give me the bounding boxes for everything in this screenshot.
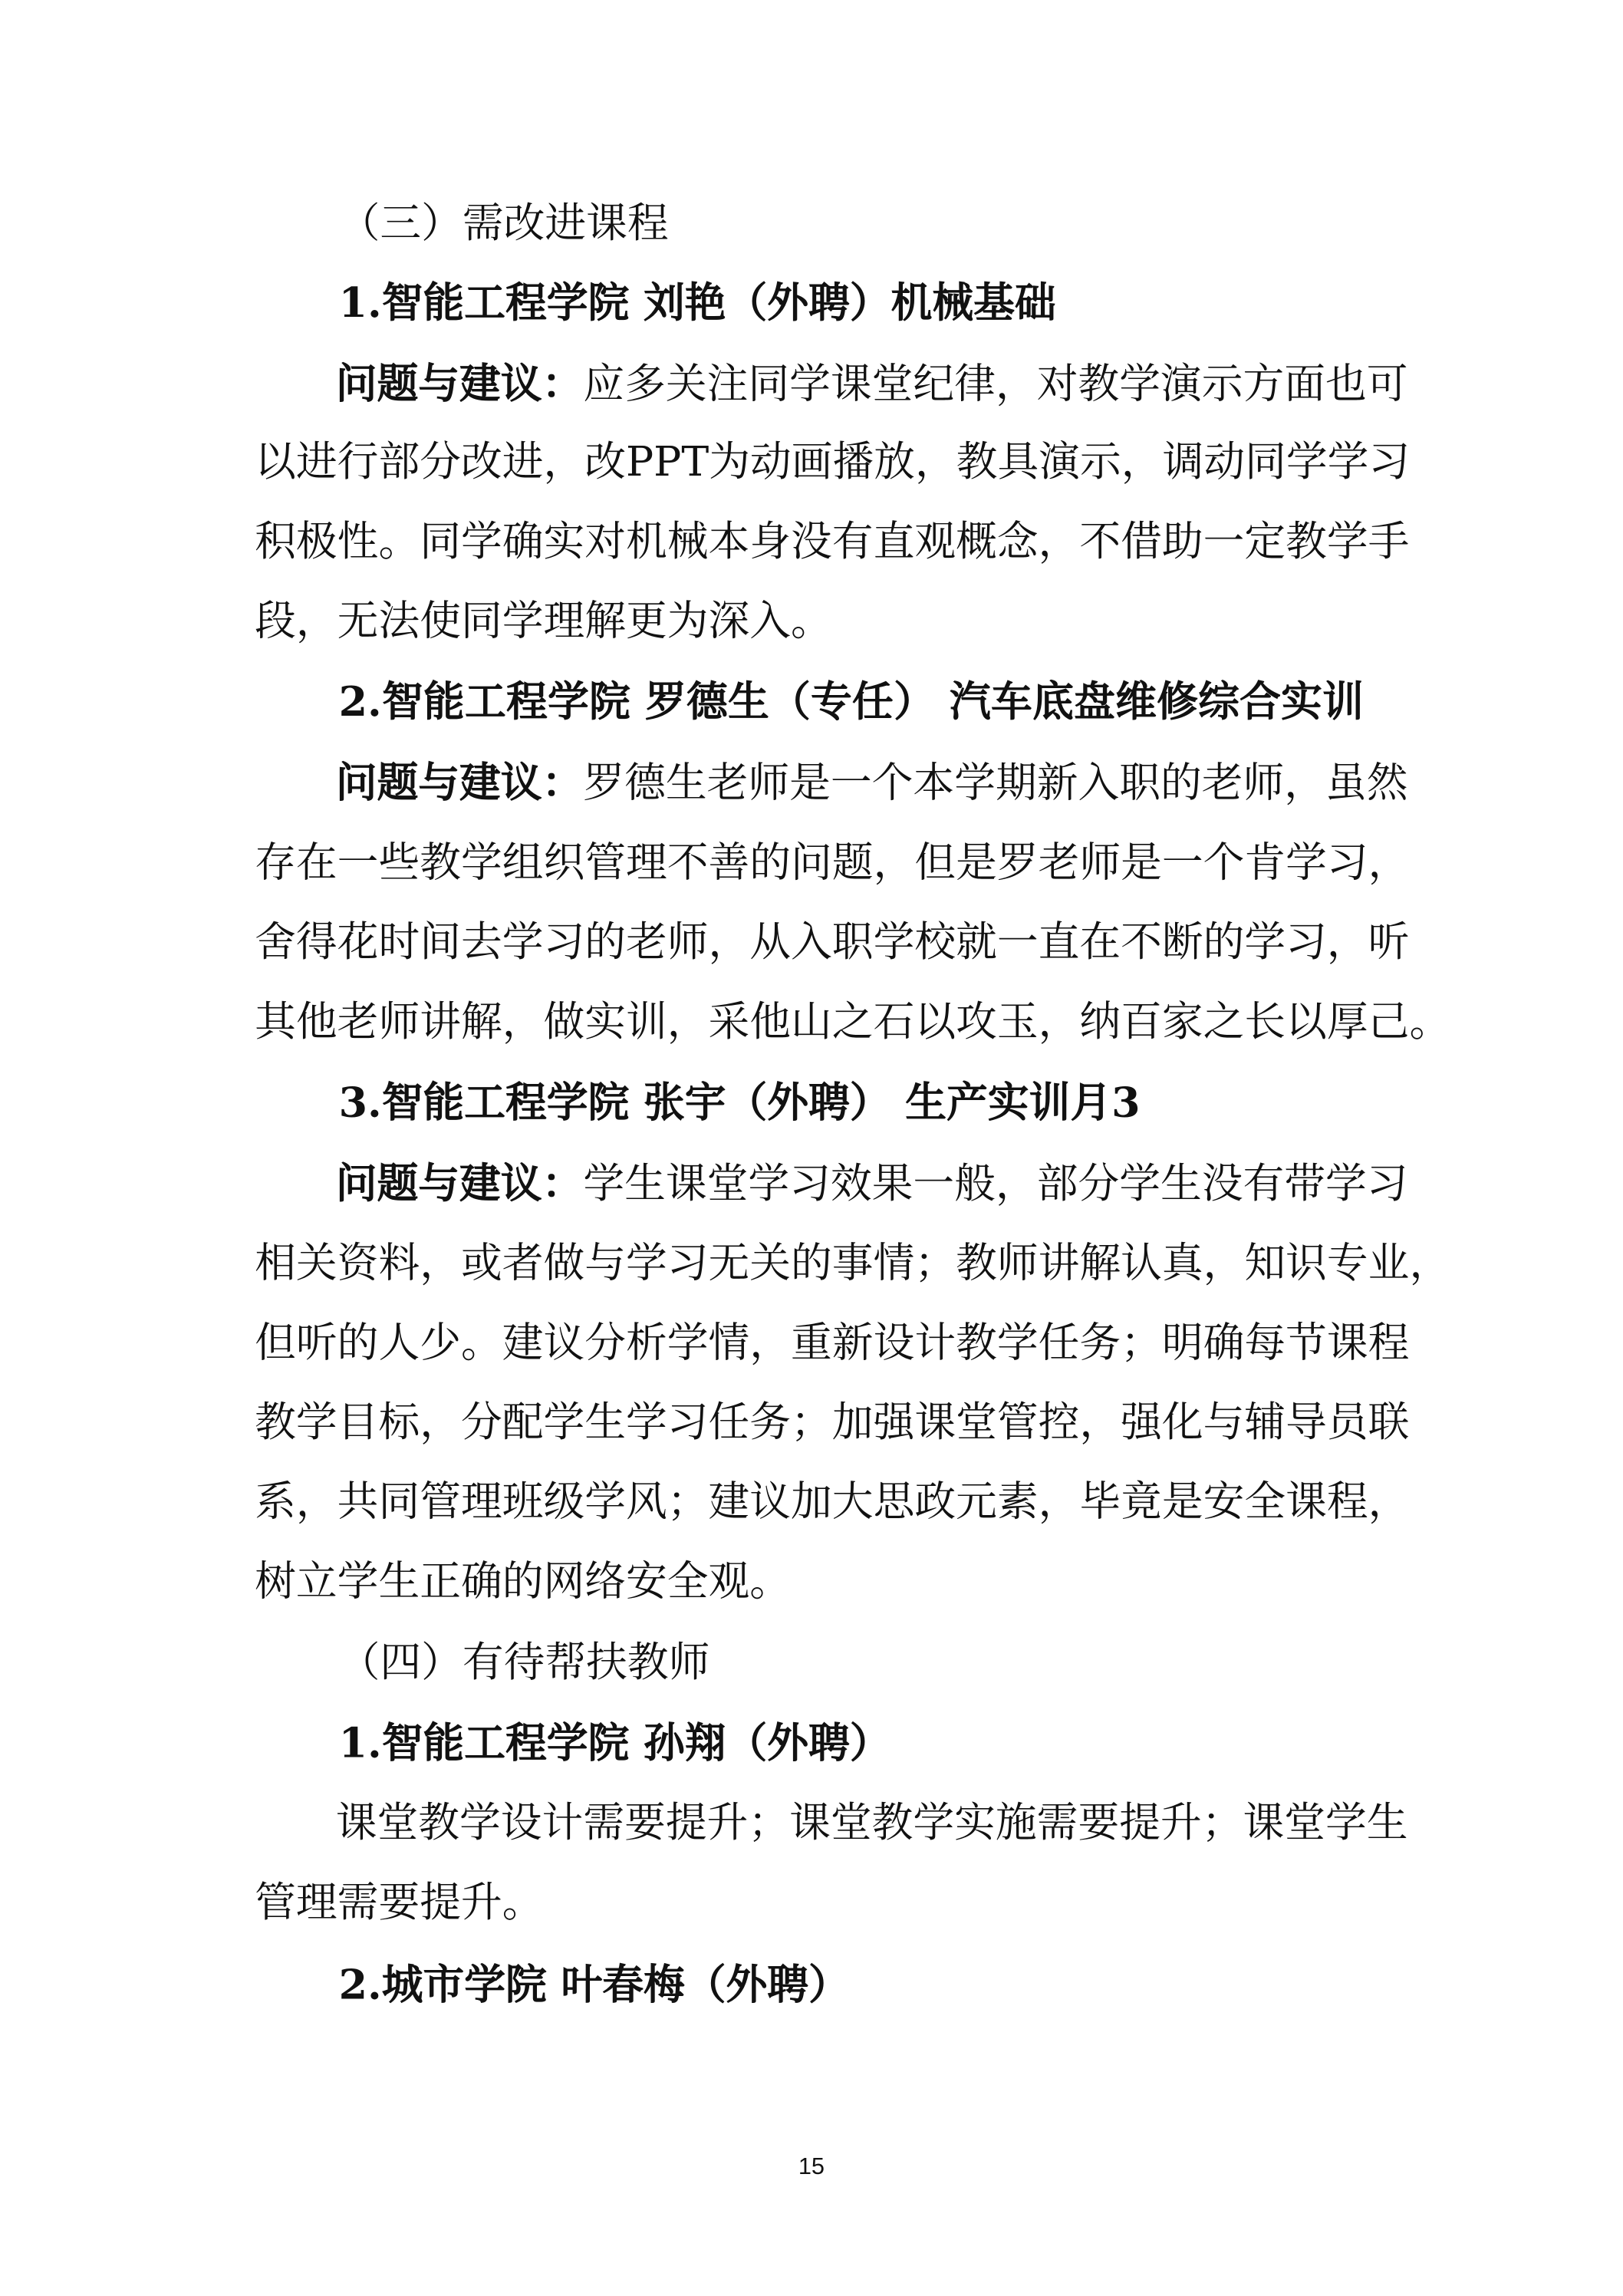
course-1-paragraph-line-4: 段，无法使同学理解更为深入。 xyxy=(255,596,832,645)
course-1-paragraph-line-3: 积极性。同学确实对机械本身没有直观概念，不借助一定教学手 xyxy=(255,516,1410,566)
course-1-paragraph-line-1: 问题与建议：应多关注同学课堂纪律，对教学演示方面也可 xyxy=(335,359,1408,408)
course-3-paragraph-line-3: 但听的人少。建议分析学情，重新设计教学任务；明确每节课程 xyxy=(255,1318,1410,1367)
course-1-paragraph-line-2: 以进行部分改进，改PPT为动画播放，教具演示，调动同学学习 xyxy=(255,437,1411,486)
course-title-1: 1.智能工程学院 刘艳（外聘）机械基础 xyxy=(338,278,1056,328)
page-number: 15 xyxy=(798,2154,825,2180)
teacher-title-2: 2.城市学院 叶春梅（外聘） xyxy=(338,1960,850,2009)
course-3-paragraph-line-4: 教学目标，分配学生学习任务；加强课堂管控，强化与辅导员联 xyxy=(255,1398,1410,1447)
section-heading-courses-to-improve: （三）需改进课程 xyxy=(338,199,669,248)
issue-suggestion-label: 问题与建议： xyxy=(335,359,584,408)
course-3-paragraph-line-1: 问题与建议：学生课堂学习效果一般，部分学生没有带学习 xyxy=(335,1159,1408,1208)
course-2-paragraph-line-2: 存在一些教学组织管理不善的问题，但是罗老师是一个肯学习， xyxy=(255,838,1410,887)
issue-suggestion-label: 问题与建议： xyxy=(335,1159,584,1208)
course-title-2: 2.智能工程学院 罗德生（专任） 汽车底盘维修综合实训 xyxy=(338,677,1364,726)
teacher-1-paragraph-line-1: 课堂教学设计需要提升；课堂教学实施需要提升；课堂学生 xyxy=(335,1798,1408,1847)
course-3-paragraph-line-2: 相关资料，或者做与学习无关的事情；教师讲解认真，知识专业， xyxy=(255,1238,1451,1288)
course-2-paragraph-line-4: 其他老师讲解，做实训，采他山之石以攻玉，纳百家之长以厚己。 xyxy=(255,996,1451,1046)
section-heading-teachers-needing-support: （四）有待帮扶教师 xyxy=(338,1638,710,1687)
course-title-3: 3.智能工程学院 张宇（外聘） 生产实训月3 xyxy=(338,1078,1141,1127)
teacher-1-paragraph-line-2: 管理需要提升。 xyxy=(255,1878,544,1927)
teacher-title-1: 1.智能工程学院 孙翔（外聘） xyxy=(338,1718,891,1767)
course-3-paragraph-line-6: 树立学生正确的网络安全观。 xyxy=(255,1556,792,1606)
course-3-paragraph-line-5: 系，共同管理班级学风；建议加大思政元素，毕竟是安全课程， xyxy=(255,1477,1410,1527)
course-2-paragraph-line-3: 舍得花时间去学习的老师，从入职学校就一直在不断的学习，听 xyxy=(255,917,1410,967)
issue-suggestion-label: 问题与建议： xyxy=(335,758,584,808)
course-2-paragraph-line-1: 问题与建议：罗德生老师是一个本学期新入职的老师，虽然 xyxy=(335,758,1408,808)
